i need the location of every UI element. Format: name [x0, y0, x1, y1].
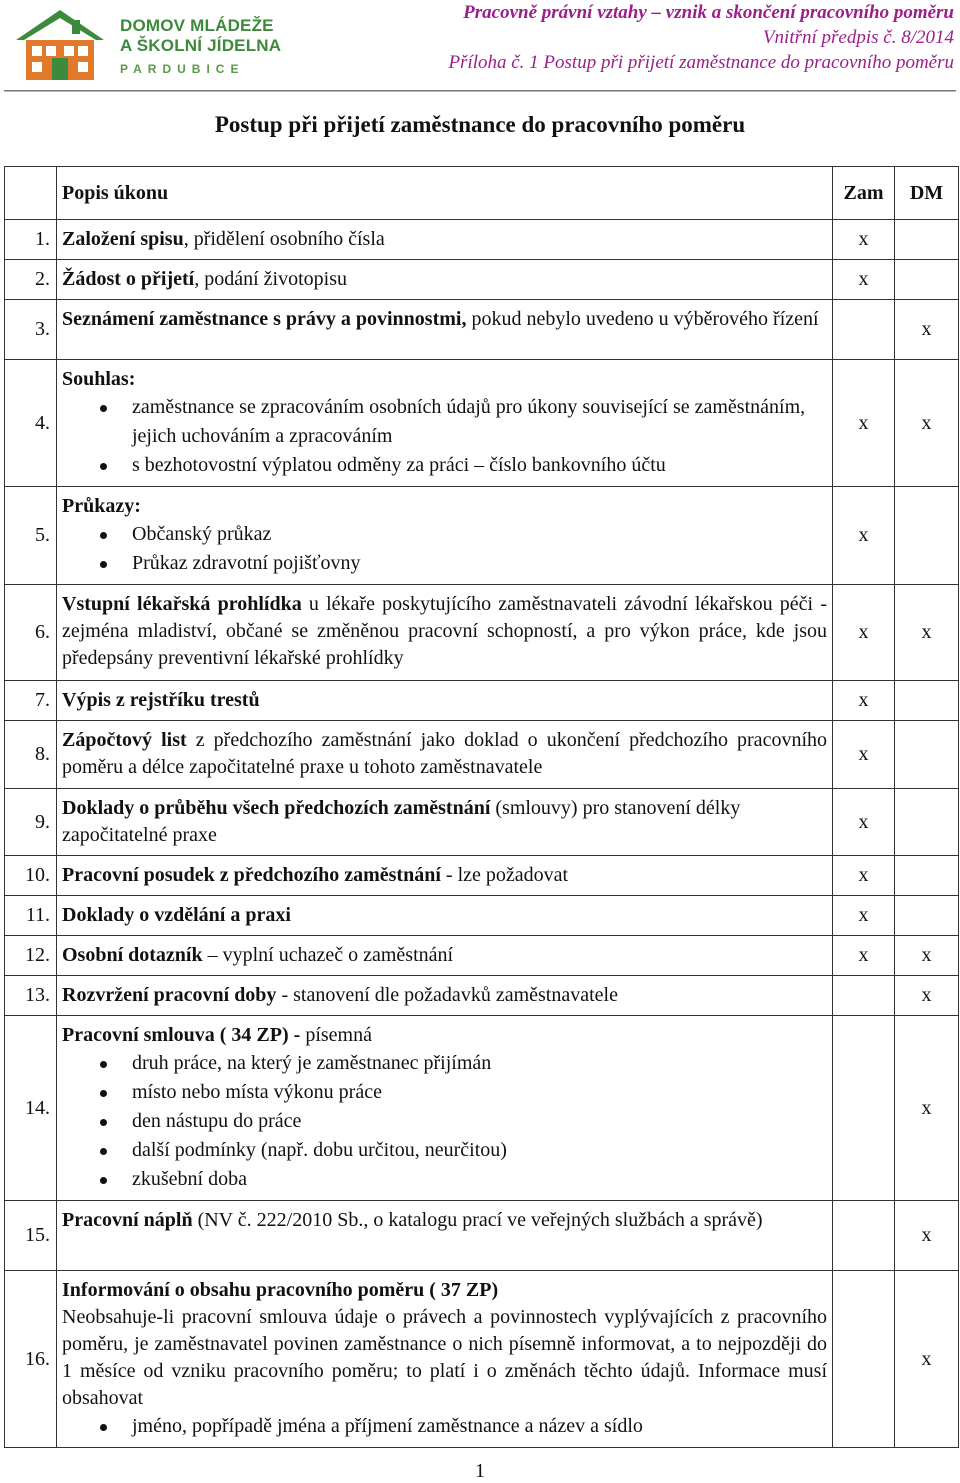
header-num-cell	[5, 167, 57, 220]
row-description	[57, 1016, 833, 1201]
row-description	[57, 360, 833, 487]
row-number: 11.	[5, 896, 57, 936]
row-description-text: (smlouvy) pro stanovení délky započitatelné praxe	[62, 797, 741, 846]
row-description-bold: Osobní dotazník	[62, 944, 203, 966]
row-description-text: (NV č. 222/2010 Sb., o katalogu prací ve veřejných službách a správě)	[192, 1209, 763, 1231]
logo-text-line3: PARDUBICE	[120, 62, 245, 76]
logo-text-line2: A ŠKOLNÍ JÍDELNA	[120, 36, 282, 55]
list-item: zaměstnance se zpracováním osobních údajů pro úkony související se zaměstnáním, jejich uchováním a zpracováním	[132, 393, 827, 451]
row-dm-mark	[895, 220, 959, 260]
row-description	[57, 585, 833, 681]
row-description-bold: Seznámení zaměstnance s právy a povinnostmi,	[62, 308, 467, 330]
row-description	[57, 1271, 833, 1448]
row-zam-mark: x	[833, 856, 895, 896]
row-zam-mark: x	[833, 721, 895, 789]
document-annex: Příloha č. 1 Postup při přijetí zaměstnance do pracovního poměru	[448, 52, 954, 73]
row-number: 5.	[5, 487, 57, 585]
row-description	[57, 220, 833, 260]
row-number: 15.	[5, 1201, 57, 1271]
header-divider	[4, 90, 956, 92]
row-zam-mark: x	[833, 487, 895, 585]
row-zam-mark: x	[833, 260, 895, 300]
row-description-bold: Rozvržení pracovní doby	[62, 984, 277, 1006]
row-description	[57, 856, 833, 896]
row-number: 9.	[5, 789, 57, 856]
row-dm-mark: x	[895, 976, 959, 1016]
header-dm: DM	[895, 167, 959, 220]
row-description-bold: Průkazy:	[62, 495, 141, 517]
row-description-text: , přidělení osobního čísla	[183, 228, 385, 250]
row-description-text: - lze požadovat	[440, 864, 569, 886]
list-item: Občanský průkaz	[132, 520, 827, 549]
row-number: 6.	[5, 585, 57, 681]
row-dm-mark: x	[895, 1271, 959, 1448]
list-item: jméno, popřípadě jména a příjmení zaměstnance a název a sídlo	[132, 1412, 827, 1441]
bullet-list	[62, 520, 827, 578]
row-description	[57, 1201, 833, 1271]
list-item: další podmínky (např. dobu určitou, neurčitou)	[132, 1136, 827, 1165]
list-item: místo nebo místa výkonu práce	[132, 1078, 827, 1107]
row-description	[57, 721, 833, 789]
row-zam-mark: x	[833, 789, 895, 856]
row-description-bold: Založení spisu	[62, 228, 184, 250]
row-description-text: z předchozího zaměstnání jako doklad o ukončení předchozího pracovního poměru a délce započitatelné praxe u tohoto zaměstnavatele	[62, 729, 827, 778]
bullet-list	[62, 1049, 827, 1194]
row-number: 1.	[5, 220, 57, 260]
row-description-text: u lékaře poskytujícího zaměstnavateli závodní lékařskou péči - zejména mladiství, občané se změněnou pracovní schopností, a pro výkon práce, kde jsou předepsány preventivní lékařské prohlídky	[62, 593, 827, 669]
row-number: 3.	[5, 300, 57, 360]
row-number: 16.	[5, 1271, 57, 1448]
document-reference: Vnitřní předpis č. 8/2014	[762, 27, 954, 48]
row-zam-mark	[833, 1271, 895, 1448]
row-number: 8.	[5, 721, 57, 789]
table-row	[5, 1271, 959, 1448]
table-row	[5, 1201, 959, 1271]
table-row	[5, 585, 959, 681]
row-number: 2.	[5, 260, 57, 300]
row-description-bold: Výpis z rejstříku trestů	[62, 689, 260, 711]
list-item: druh práce, na který je zaměstnanec přijímán	[132, 1049, 827, 1078]
page-number: 1	[475, 1460, 485, 1482]
table-row	[5, 976, 959, 1016]
row-description	[57, 896, 833, 936]
row-description-bold: Zápočtový list	[62, 729, 187, 751]
table-row	[5, 856, 959, 896]
row-description	[57, 789, 833, 856]
list-item: s bezhotovostní výplatou odměny za práci – číslo bankovního účtu	[132, 451, 827, 480]
row-dm-mark	[895, 487, 959, 585]
row-dm-mark: x	[895, 1201, 959, 1271]
row-number: 10.	[5, 856, 57, 896]
row-dm-mark	[895, 896, 959, 936]
row-description-text: - stanovení dle požadavků zaměstnavatele	[276, 984, 618, 1006]
list-item: den nástupu do práce	[132, 1107, 827, 1136]
row-description-bold: Vstupní lékařská prohlídka	[62, 593, 302, 615]
row-dm-mark	[895, 789, 959, 856]
row-description	[57, 976, 833, 1016]
row-description	[57, 300, 833, 360]
row-description-bold: Informování o obsahu pracovního poměru ( 37 ZP)	[62, 1279, 499, 1301]
row-dm-mark	[895, 721, 959, 789]
row-description-bold: Doklady o vzdělání a praxi	[62, 904, 291, 926]
row-zam-mark	[833, 1016, 895, 1201]
table-row	[5, 260, 959, 300]
row-dm-mark	[895, 856, 959, 896]
procedure-table	[4, 166, 959, 1448]
bullet-list	[62, 1412, 827, 1441]
row-dm-mark: x	[895, 1016, 959, 1201]
row-description-text: písemná	[300, 1024, 372, 1046]
row-number: 4.	[5, 360, 57, 487]
row-description	[57, 260, 833, 300]
table-header-row	[5, 167, 959, 220]
row-description-text: pokud nebylo uvedeno u výběrového řízení	[466, 308, 819, 330]
row-dm-mark: x	[895, 585, 959, 681]
logo-text-line1: DOMOV MLÁDEŽE	[120, 16, 274, 35]
row-zam-mark: x	[833, 681, 895, 721]
row-dm-mark	[895, 681, 959, 721]
row-dm-mark	[895, 260, 959, 300]
bullet-list	[62, 393, 827, 480]
row-description-bold: Žádost o přijetí	[62, 268, 195, 290]
table-row	[5, 300, 959, 360]
row-dm-mark: x	[895, 936, 959, 976]
row-description	[57, 487, 833, 585]
row-description-bold: Souhlas:	[62, 368, 136, 390]
row-dm-mark: x	[895, 300, 959, 360]
list-item: Průkaz zdravotní pojišťovny	[132, 549, 827, 578]
document-header	[448, 0, 954, 75]
table-row	[5, 360, 959, 487]
organization-logo	[12, 6, 282, 84]
table-row	[5, 681, 959, 721]
row-zam-mark	[833, 1201, 895, 1271]
row-description-text: – vyplní uchazeč o zaměstnání	[202, 944, 454, 966]
row-number: 14.	[5, 1016, 57, 1201]
page-title: Postup při přijetí zaměstnance do pracovního poměru	[214, 112, 746, 137]
row-description	[57, 936, 833, 976]
row-zam-mark: x	[833, 936, 895, 976]
row-description-bold: Pracovní náplň	[62, 1209, 193, 1231]
document-title: Pracovně právní vztahy – vznik a skončení pracovního poměru	[463, 2, 954, 23]
table-row	[5, 487, 959, 585]
row-number: 12.	[5, 936, 57, 976]
table-row	[5, 936, 959, 976]
row-dm-mark: x	[895, 360, 959, 487]
row-description	[57, 681, 833, 721]
row-description-text: , podání životopisu	[194, 268, 347, 290]
house-icon	[12, 6, 108, 84]
table-row	[5, 789, 959, 856]
row-zam-mark: x	[833, 220, 895, 260]
row-number: 13.	[5, 976, 57, 1016]
row-zam-mark	[833, 300, 895, 360]
row-description-text: Neobsahuje-li pracovní smlouva údaje o právech a povinnostech vyplývajících z pracovního poměru, je zaměstnavatel povinen zaměstnance o nich písemně informovat, a to nejpozději do 1 měsíce od vzniku pracovního poměru; to platí i o změnách těchto údajů. Informace musí obsahovat	[62, 1306, 827, 1409]
table-row	[5, 220, 959, 260]
table-row	[5, 1016, 959, 1201]
row-zam-mark: x	[833, 896, 895, 936]
row-zam-mark	[833, 976, 895, 1016]
header-zam: Zam	[833, 167, 895, 220]
table-row	[5, 721, 959, 789]
table-row	[5, 896, 959, 936]
row-zam-mark: x	[833, 360, 895, 487]
row-description-bold: Pracovní smlouva ( 34 ZP) -	[62, 1024, 301, 1046]
row-zam-mark: x	[833, 585, 895, 681]
row-description-bold: Doklady o průběhu všech předchozích zaměstnání	[62, 797, 491, 819]
list-item: zkušební doba	[132, 1165, 827, 1194]
row-number: 7.	[5, 681, 57, 721]
header-description: Popis úkonu	[57, 167, 833, 220]
row-description-bold: Pracovní posudek z předchozího zaměstnání	[62, 864, 441, 886]
